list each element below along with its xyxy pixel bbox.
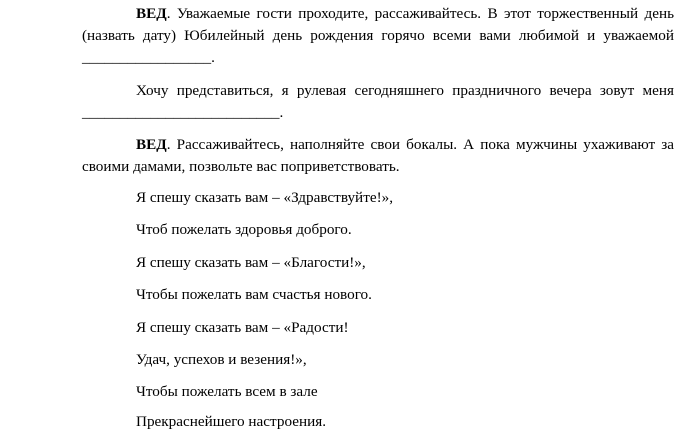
verse-line: Удач, успехов и везения!», — [136, 351, 307, 368]
speaker-label: ВЕД — [136, 5, 167, 22]
verse-line: Прекраснейшего настроения. — [136, 413, 327, 430]
paragraph-text: . Уважаемые гости проходите, рассаживайтесь. В этот торжественный день (назвать дату) Юбилейный день рождения горячо всеми вами любимой и уважаемой _________________. — [82, 5, 674, 66]
verse-line: Чтоб пожелать здоровья доброго. — [136, 221, 352, 238]
verse-line: Я спешу сказать вам – «Благости!», — [136, 254, 366, 271]
paragraph-invitation — [82, 134, 674, 178]
paragraph-greeting — [82, 3, 674, 69]
paragraph-text: . Рассаживайтесь, наполняйте свои бокалы. А пока мужчины ухаживают за своими дамами, позвольте вас поприветствовать. — [82, 136, 674, 175]
verse-line: Я спешу сказать вам – «Здравствуйте!», — [136, 189, 394, 206]
verse-line: Чтобы пожелать вам счастья нового. — [136, 286, 372, 303]
paragraph-text: Хочу представиться, я рулевая сегодняшнего праздничного вечера зовут меня __________________________. — [82, 82, 674, 121]
verse-line: Я спешу сказать вам – «Радости! — [136, 319, 349, 336]
paragraph-introduction — [82, 80, 674, 124]
speaker-label: ВЕД — [136, 136, 167, 153]
verse-line: Чтобы пожелать всем в зале — [136, 383, 318, 400]
